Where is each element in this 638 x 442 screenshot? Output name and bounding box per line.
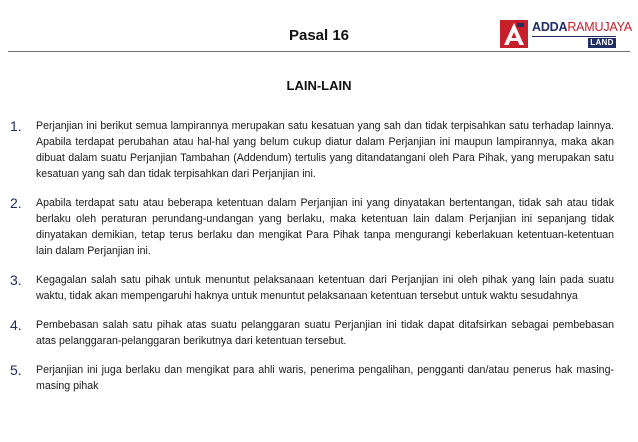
logo-land-badge: LAND: [588, 38, 616, 48]
clause-number: 5.: [10, 362, 22, 378]
clause-number: 1.: [10, 118, 22, 134]
company-logo: [500, 20, 632, 50]
clause-item: [10, 272, 614, 304]
clause-text: Perjanjian ini berikut semua lampirannya merupakan satu kesatuan yang sah dan tidak terpisahkan satu terhadap lainnya. Apabila terdapat perubahan atau hal-hal yang belum cukup diatur dalam Perjanjian ini maupun lampirannya, maka akan dibuat dalam suatu Perjanjian Tambahan (Addendum) tertulis yang ditandatangani oleh Para Pihak, yang merupakan satu kesatuan yang sah dan tidak terpisahkan dari Perjanjian ini.: [36, 120, 614, 180]
clause-item: [10, 195, 614, 259]
logo-wordmark: [532, 20, 632, 35]
clause-number: 4.: [10, 317, 22, 333]
page-title: Pasal 16: [288, 27, 350, 44]
logo-a-mark-icon: [500, 20, 528, 48]
clause-text: Apabila terdapat satu atau beberapa ketentuan dalam Perjanjian ini yang dinyatakan bertentangan, tidak sah atau tidak berlaku oleh peraturan perundang-undangan yang berlaku, maka ketentuan lain dalam Perjanjian ini sepanjang tidak dinyatakan demikian, tetap terus berlaku dan mengikat Para Pihak tanpa mengurangi keberlakuan ketentuan-ketentuan lain dalam Perjanjian ini.: [36, 197, 614, 257]
clause-text: Pembebasan salah satu pihak atas suatu pelanggaran suatu Perjanjian ini tidak dapat ditafsirkan sebagai pembebasan atas pelanggaran-pelanggaran berikutnya dari ketentuan tersebut.: [36, 319, 614, 347]
clause-item: [10, 118, 614, 182]
logo-wordmark-part2: RAMUJAYA: [567, 20, 632, 34]
clause-item: [10, 362, 614, 394]
clause-list: [10, 118, 614, 394]
clause-number: 2.: [10, 195, 22, 211]
logo-divider: [532, 36, 616, 37]
clause-item: [10, 317, 614, 349]
header-divider: [8, 51, 630, 52]
logo-wordmark-part1: ADDA: [532, 20, 568, 34]
clause-text: Kegagalan salah satu pihak untuk menuntut pelaksanaan ketentuan dari Perjanjian ini oleh pihak yang lain pada suatu waktu, tidak akan mempengaruhi haknya untuk menuntut pelaksanaan ketentuan tersebut untuk waktu sesudahnya: [36, 274, 614, 302]
section-title: LAIN-LAIN: [286, 78, 352, 93]
clause-number: 3.: [10, 272, 22, 288]
clause-text: Perjanjian ini juga berlaku dan mengikat para ahli waris, penerima pengalihan, pengganti dan/atau penerus hak masing-masing pihak: [36, 364, 614, 392]
